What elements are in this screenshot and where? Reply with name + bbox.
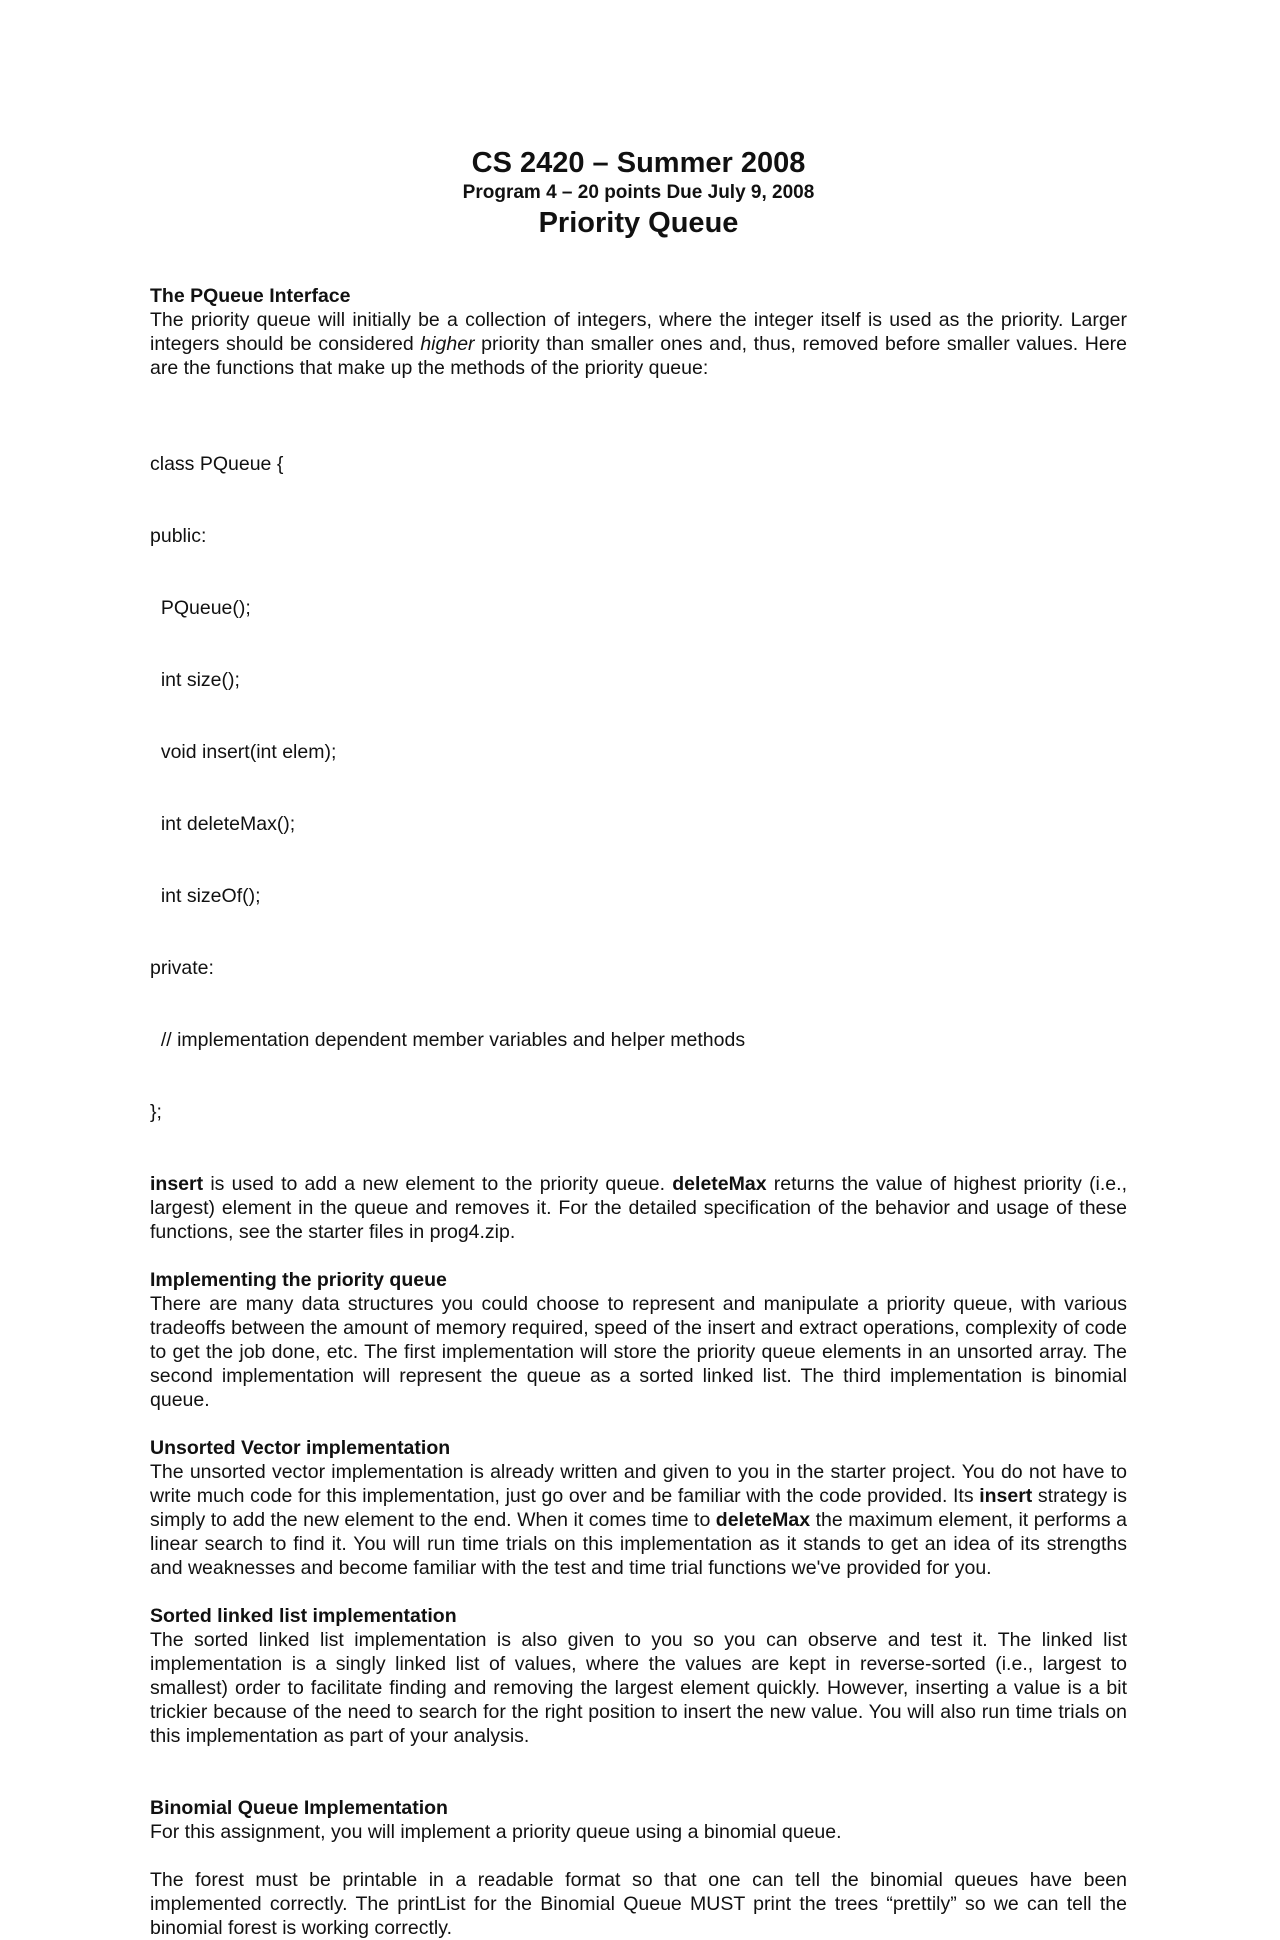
implementing-body: There are many data structures you could choose to represent and manipulate a priority queue, with various tradeoffs between the amount of memory required, speed of the insert and extract operations, complexity of code to get the job done, etc. The first implementation will store the priority queue elements in an unsorted array. The second implementation will represent the queue as a sorted linked list. The third implementation is binomial queue.: [150, 1293, 1127, 1411]
implementing-section: [150, 1268, 1127, 1412]
unsorted-text2: strategy is simply to add the new element to the end. When it comes time to: [150, 1485, 1127, 1531]
code-line: class PQueue {: [150, 453, 284, 475]
deletemax-keyword: deleteMax: [672, 1173, 767, 1195]
deletemax-keyword: deleteMax: [715, 1509, 811, 1531]
binomial-heading: Binomial Queue Implementation: [150, 1797, 448, 1819]
code-line: int deleteMax();: [150, 813, 296, 835]
insert-keyword: insert: [150, 1173, 204, 1195]
unsorted-body: [150, 1460, 1127, 1580]
binomial-body-1: For this assignment, you will implement a priority queue using a binomial queue.: [150, 1821, 842, 1843]
code-line: void insert(int elem);: [150, 741, 337, 763]
interface-heading: The PQueue Interface: [150, 285, 351, 307]
interface-description: [150, 1172, 1127, 1244]
code-line: int sizeOf();: [150, 885, 261, 907]
binomial-body-2: The forest must be printable in a readable format so that one can tell the binomial queues have been implemented correctly. The printList for the Binomial Queue MUST print the trees “prettily” so we can tell the binomial forest is working correctly.: [150, 1869, 1127, 1939]
program-line: Program 4 – 20 points Due July 9, 2008: [462, 182, 815, 203]
course-title: CS 2420 – Summer 2008: [471, 147, 806, 179]
unsorted-section: [150, 1436, 1127, 1580]
code-line: public:: [150, 525, 207, 547]
document-title: Priority Queue: [538, 207, 739, 239]
interface-description-text2: returns the value of highest priority (i.e., largest) element in the queue and removes it. For the detailed specification of the behavior and usage of these functions, see the starter files in prog4.zip.: [150, 1173, 1127, 1243]
sorted-heading: Sorted linked list implementation: [150, 1605, 457, 1627]
insert-keyword: insert: [979, 1485, 1033, 1507]
class-code-block: [150, 404, 1127, 1172]
interface-section: [150, 284, 1127, 1244]
document-header: [150, 146, 1127, 240]
unsorted-text3: the maximum element, it performs a linear search to find it. You will run time trials on this implementation as it stands to get an idea of its strengths and weaknesses and become familiar with the test and time trial functions we've provided for you.: [150, 1509, 1127, 1579]
unsorted-text1: The unsorted vector implementation is already written and given to you in the starter project. You do not have to write much code for this implementation, just go over and be familiar with the code provided. Its: [150, 1461, 1127, 1507]
code-line: // implementation dependent member variables and helper methods: [150, 1029, 746, 1051]
binomial-section: [150, 1796, 1127, 1940]
interface-intro: [150, 308, 1127, 380]
interface-intro-part1: The priority queue will initially be a collection of integers, where the integer itself is used as the priority. Larger integers should be considered: [150, 309, 1127, 355]
sorted-section: [150, 1604, 1127, 1748]
unsorted-heading: Unsorted Vector implementation: [150, 1437, 451, 1459]
sorted-body: The sorted linked list implementation is also given to you so you can observe and test it. The linked list implementation is a singly linked list of values, where the values are kept in reverse-sorted (i.e., largest to smallest) order to facilitate finding and removing the largest element quickly. However, inserting a value is a bit trickier because of the need to search for the right position to insert the new value. You will also run time trials on this implementation as part of your analysis.: [150, 1629, 1127, 1747]
code-line: private:: [150, 957, 214, 979]
document-page: [150, 146, 1127, 1940]
code-line: };: [150, 1101, 162, 1123]
interface-intro-emphasis: higher: [420, 333, 475, 355]
interface-description-text1: is used to add a new element to the priority queue.: [203, 1173, 673, 1195]
code-line: int size();: [150, 669, 240, 691]
code-line: PQueue();: [150, 597, 251, 619]
implementing-heading: Implementing the priority queue: [150, 1269, 447, 1291]
interface-intro-part2: priority than smaller ones and, thus, removed before smaller values. Here are the functions that make up the methods of the priority queue:: [150, 333, 1128, 379]
